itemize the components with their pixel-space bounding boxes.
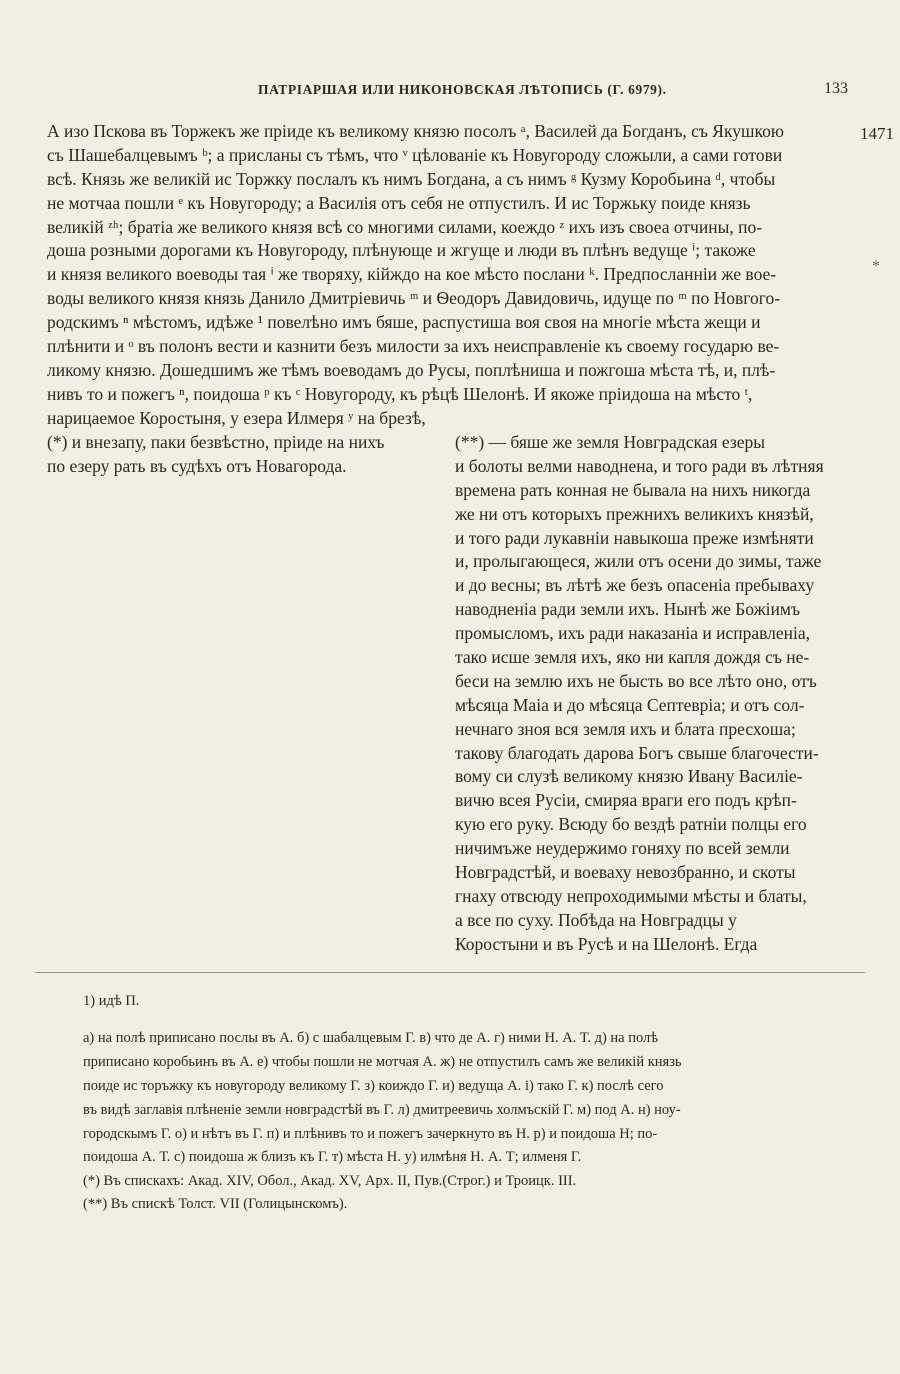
- text-line: тако исше земля ихъ, яко ни капля дождя съ не-: [455, 647, 810, 668]
- text-line: Новградстѣй, и воеваху невозбранно, и скоты: [455, 862, 796, 883]
- source-notes: [83, 1170, 863, 1215]
- main-text: [47, 120, 857, 431]
- text-line: нечнаго зноя вся земля ихъ и блата пресхоша;: [455, 718, 796, 739]
- footnote-line: поидоша А. Т. с) поидоша ж близъ къ Г. т) мѣста Н. у) илмѣня Н. А. Т; илменя Г.: [83, 1149, 582, 1166]
- source-note: (*) Въ спискахъ: Акад. XIV, Обол., Акад. XV, Арх. II, Пув.(Строг.) и Троицк. III.: [83, 1173, 577, 1189]
- text-line: не мотчаа пошли ᵉ къ Новугороду; а Василія отъ себя не отпустилъ. И ис Торжьку поиде князь: [47, 192, 751, 213]
- text-line: всѣ. Князь же великій ис Торжку послалъ къ нимъ Богдана, а съ нимъ ᵍ Кузму Коробьина ᵈ, чтобы: [47, 168, 776, 189]
- text-line: же ни отъ которыхъ прежнихъ великихъ князѣй,: [455, 503, 814, 524]
- footnote-line: городскымъ Г. о) и нѣтъ въ Г. п) и плѣнивъ то и пожегъ зачеркнуто въ Н. р) и поидоша Н; по-: [83, 1125, 658, 1142]
- text-line: (*) и внезапу, паки безвѣстно, пріиде на нихъ: [47, 432, 385, 452]
- source-note: (**) Въ спискѣ Толст. VII (Голицынскомъ).: [83, 1195, 348, 1212]
- text-line: и до весны; въ лѣтѣ же безъ опасеніа пребываху: [455, 575, 815, 596]
- text-line: вому си слузѣ великому князю Ивану Василіе-: [455, 766, 803, 787]
- text-line: плѣнити и ᵒ въ полонъ вести и казнити безъ милости за ихъ неисправленіе къ своему государю ве-: [47, 336, 780, 357]
- text-line: наводненіа ради земли ихъ. Нынѣ же Божіимъ: [455, 599, 801, 620]
- text-line: великій ᶻʰ; братіа же великого князя всѣ со многими силами, коеждо ᶻ ихъ изъ своеа отчины, по-: [47, 216, 763, 237]
- left-column: [47, 431, 392, 479]
- text-line: времена рать конная не бывала на нихъ никогда: [455, 479, 811, 500]
- footnote-divider: [35, 972, 865, 973]
- footnote-line: въ видѣ заглавія плѣненіе земли новградстѣй въ Г. л) дмитреевичь холмъскій Г. м) под А. н) ноу-: [83, 1101, 681, 1118]
- text-line: и князя великого воеводы тая ⁱ же творяху, кійждо на кое мѣсто послани ᵏ. Предпосланніи же вое-: [47, 264, 777, 285]
- footnote-line: приписано коробьинъ въ А. е) чтобы пошли не мотчая А. ж) не отпустилъ самъ же великій князь: [83, 1053, 682, 1070]
- footnote-1: [83, 990, 863, 1013]
- text-line: нарицаемое Коростыня, у езера Илмеря ʸ на брезѣ,: [47, 407, 426, 428]
- margin-mark: *: [872, 258, 880, 275]
- text-line: мѣсяца Маіа и до мѣсяца Септевріа; и отъ сол-: [455, 694, 805, 715]
- text-line: ничимъже неудержимо гоняху по всей земли: [455, 838, 790, 859]
- page-header: [0, 82, 900, 106]
- text-line: А изо Пскова въ Торжекъ же пріиде къ великому князю посолъ ᵃ, Василей да Богданъ, съ Якушкою: [47, 121, 784, 141]
- text-line: и, пролыгающеся, жили отъ осени до зимы, таже: [455, 551, 822, 572]
- text-line: родскимъ ⁿ мѣстомъ, идѣже ¹ повелѣно имъ бяше, распустиша воя своя на многіе мѣста жещи и: [47, 312, 761, 333]
- text-line: доша розными дорогами къ Новугороду, плѣнующе и жгуще и люди въ плѣнъ ведуще ⁱ; такоже: [47, 240, 756, 261]
- text-line: такову благодать дарова Богъ свыше благочести-: [455, 742, 819, 763]
- margin-year: 1471: [860, 124, 894, 143]
- text-line: а все по суху. Побѣда на Новградцы у: [455, 909, 737, 930]
- footnote-text: 1) идѣ П.: [83, 993, 140, 1009]
- footnote-line: а) на полѣ приписано послы въ А. б) с шабалцевым Г. в) что де А. г) ними Н. А. Т. д) на полѣ: [83, 1030, 659, 1046]
- text-line: съ Шашебалцевымъ ᵇ; а присланы съ тѣмъ, что ᵛ цѣлованіе къ Новугороду сложыли, а сами готови: [47, 144, 783, 165]
- footnote-line: поиде ис торъжку къ новугороду великому Г. з) коиждо Г. и) ведуща А. і) тако Г. к) послѣ сего: [83, 1077, 664, 1094]
- text-line: по езеру рать въ судѣхъ отъ Новагорода.: [47, 455, 347, 476]
- text-line: ликому князю. Дошедшимъ же тѣмъ воеводамъ до Русы, поплѣниша и пожгоша мѣста тѣ, и, плѣ-: [47, 359, 776, 380]
- variant-readings: [83, 1027, 861, 1170]
- text-line: промысломъ, ихъ ради наказаніа и исправленіа,: [455, 623, 811, 644]
- text-line: (**) — бяше же земля Новградская езеры: [455, 432, 766, 452]
- text-line: кую его руку. Всюду бо вездѣ ратніи полцы его: [455, 814, 807, 835]
- page-number: 133: [824, 80, 848, 97]
- text-line: нивъ то и пожегъ ⁿ, поидоша ᵖ къ ᶜ Новугороду, къ рѣцѣ Шелонѣ. И якоже пріидоша на мѣсто ᵗ,: [47, 383, 753, 404]
- running-head: ПАТРІАРШАЯ ИЛИ НИКОНОВСКАЯ ЛѢТОПИСЬ (Г. 6979).: [258, 82, 667, 97]
- text-line: вичю всея Русіи, смиряа враги его подъ крѣп-: [455, 790, 797, 811]
- text-line: воды великого князя князь Данило Дмитріевичь ᵐ и Ѳеодоръ Давидовичь, идуще по ᵐ по Новгого-: [47, 288, 781, 309]
- text-line: Коростыни и въ Русѣ и на Шелонѣ. Егда: [455, 933, 758, 954]
- text-line: гнаху отвсюду непроходимыми мѣсты и блаты,: [455, 885, 807, 906]
- text-line: и болоты велми наводнена, и того ради въ лѣтняя: [455, 455, 824, 476]
- text-line: и того ради лукавніи навыкоша преже измѣняти: [455, 527, 814, 548]
- right-column: [455, 431, 858, 957]
- text-line: беси на землю ихъ не бысть во все лѣто оно, отъ: [455, 670, 817, 691]
